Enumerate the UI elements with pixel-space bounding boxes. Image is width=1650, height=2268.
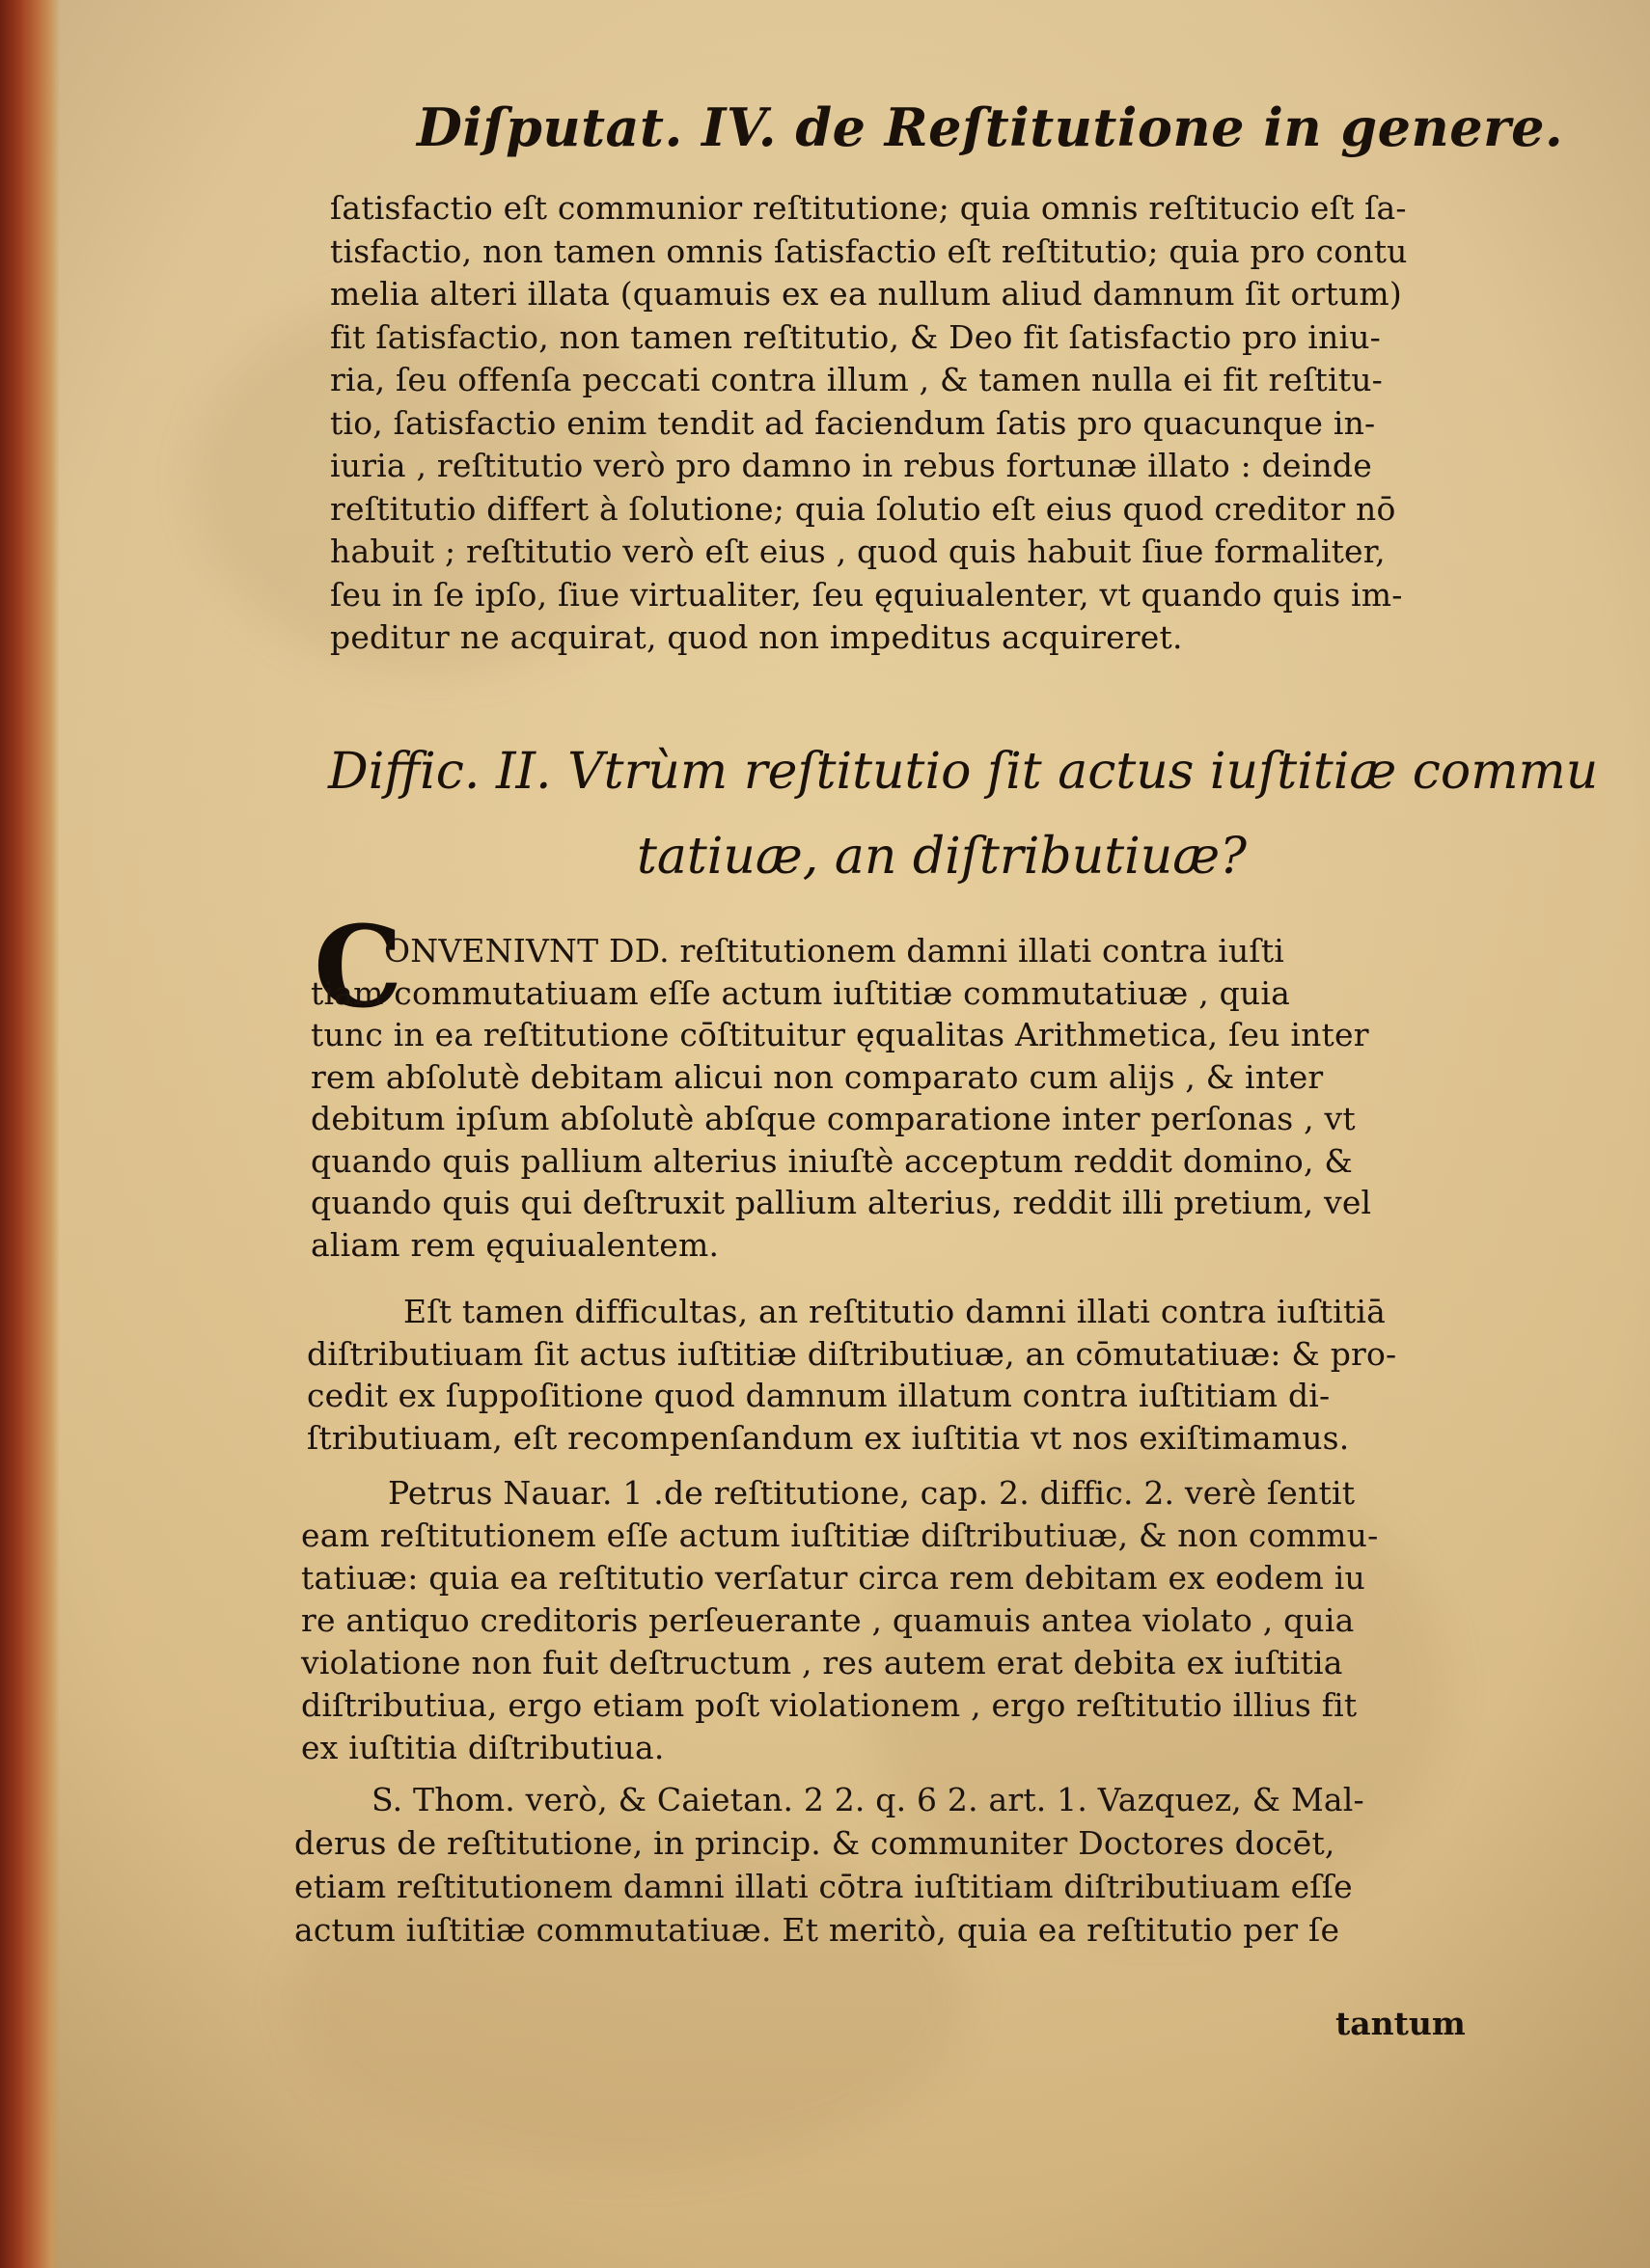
running-header: Diſputat. IV. de Reſtitutione in genere. xyxy=(417,96,1564,158)
text-line: debitum ipſum abſolutè abſque comparatione inter perſonas , vt xyxy=(311,1100,1356,1137)
text-line: tunc in ea reſtitutione cōſtituitur ęqualitas Arithmetica, ſeu inter xyxy=(311,1016,1369,1053)
text-line: ria, ſeu offenſa peccati contra illum , & tamen nulla ei fit reſtitu- xyxy=(330,361,1384,398)
text-line: ex iuſtitia diſtributiua. xyxy=(301,1729,665,1766)
text-line: ſtributiuam, eſt recompenſandum ex iuſtitia vt nos exiſtimamus. xyxy=(307,1418,1350,1457)
text-line: ONVENIVNT DD. reſtitutionem damni illati contra iuſti xyxy=(384,932,1285,970)
catchword: tantum xyxy=(1335,2005,1466,2042)
text-line: tio, ſatisfactio enim tendit ad faciendum ſatis pro quacunque in- xyxy=(330,403,1376,442)
text-line: tisfactio, non tamen omnis ſatisfactio eſt reſtitutio; quia pro contu xyxy=(330,232,1408,270)
text-line: quando quis pallium alterius iniuſtè acceptum reddit domino, & xyxy=(311,1141,1353,1180)
text-line: tiam commutatiuam eſſe actum iuſtitiæ commutatiuæ , quia xyxy=(311,973,1290,1012)
text-line: reſtitutio differt à ſolutione; quia ſolutio eſt eius quod creditor nō xyxy=(330,489,1396,528)
text-line: rem abſolutè debitam alicui non comparato cum alijs , & inter xyxy=(311,1057,1324,1096)
text-line: diſtributiuam ſit actus iuſtitiæ diſtributiuæ, an cōmutatiuæ: & pro- xyxy=(307,1334,1397,1373)
text-line: diſtributiua, ergo etiam poſt violationem , ergo reſtitutio illius fit xyxy=(301,1686,1358,1724)
text-line: actum iuſtitiæ commutatiuæ. Et meritò, quia ea reſtitutio per ſe xyxy=(294,1911,1340,1949)
text-line: S. Thom. verò, & Caietan. 2 2. q. 6 2. art. 1. Vazquez, & Mal- xyxy=(371,1781,1364,1818)
text-line: cedit ex ſuppoſitione quod damnum illatum contra iuſtitiam di- xyxy=(307,1377,1331,1414)
text-line: re antiquo creditoris perſeuerante , quamuis antea violato , quia xyxy=(301,1601,1355,1639)
text-line: etiam reſtitutionem damni illati cōtra iuſtitiam diſtributiuam eſſe xyxy=(294,1868,1353,1905)
section-heading-line2: tatiuæ, an diſtributiuæ? xyxy=(637,828,1247,886)
text-line: habuit ; reſtitutio verò eſt eius , quod quis habuit ſiue formaliter, xyxy=(330,533,1386,570)
text-line: peditur ne acquirat, quod non impeditus acquireret. xyxy=(330,618,1183,656)
book-spine-edge xyxy=(0,0,60,2268)
text-line: quando quis qui deſtruxit pallium alterius, reddit illi pretium, vel xyxy=(311,1184,1372,1221)
text-line: iuria , reſtitutio verò pro damno in rebus fortunæ illato : deinde xyxy=(330,447,1372,484)
text-line: eam reſtitutionem eſſe actum iuſtitiæ diſtributiuæ, & non commu- xyxy=(301,1517,1379,1554)
text-line: fit ſatisfactio, non tamen reſtitutio, & Deo fit ſatisfactio pro iniu- xyxy=(330,317,1381,356)
text-line: violatione non fuit deſtructum , res autem erat debita ex iuſtitia xyxy=(301,1644,1343,1681)
text-line: derus de reſtitutione, in princip. & communiter Doctores docēt, xyxy=(294,1824,1335,1862)
text-line: Eſt tamen difficultas, an reſtitutio damni illati contra iuſtitiā xyxy=(403,1293,1386,1330)
text-line: tatiuæ: quia ea reſtitutio verſatur circa rem debitam ex eodem iu xyxy=(301,1559,1365,1597)
text-line: Petrus Nauar. 1 .de reſtitutione, cap. 2. diffic. 2. verè ſentit xyxy=(388,1474,1356,1512)
text-line: ſeu in ſe ipſo, ſiue virtualiter, ſeu ęquiualenter, vt quando quis im- xyxy=(330,575,1403,614)
text-line: ſatisfactio eſt communior reſtitutione; quia omnis reſtitucio eſt ſa- xyxy=(330,189,1407,227)
section-heading-line1: Diffic. II. Vtrùm reſtitutio ſit actus iuſtitiæ commu xyxy=(328,743,1599,801)
drop-capital: C xyxy=(314,902,403,1033)
text-line: melia alteri illata (quamuis ex ea nullum aliud damnum ſit ortum) xyxy=(330,275,1402,313)
text-line: aliam rem ęquiualentem. xyxy=(311,1225,720,1264)
